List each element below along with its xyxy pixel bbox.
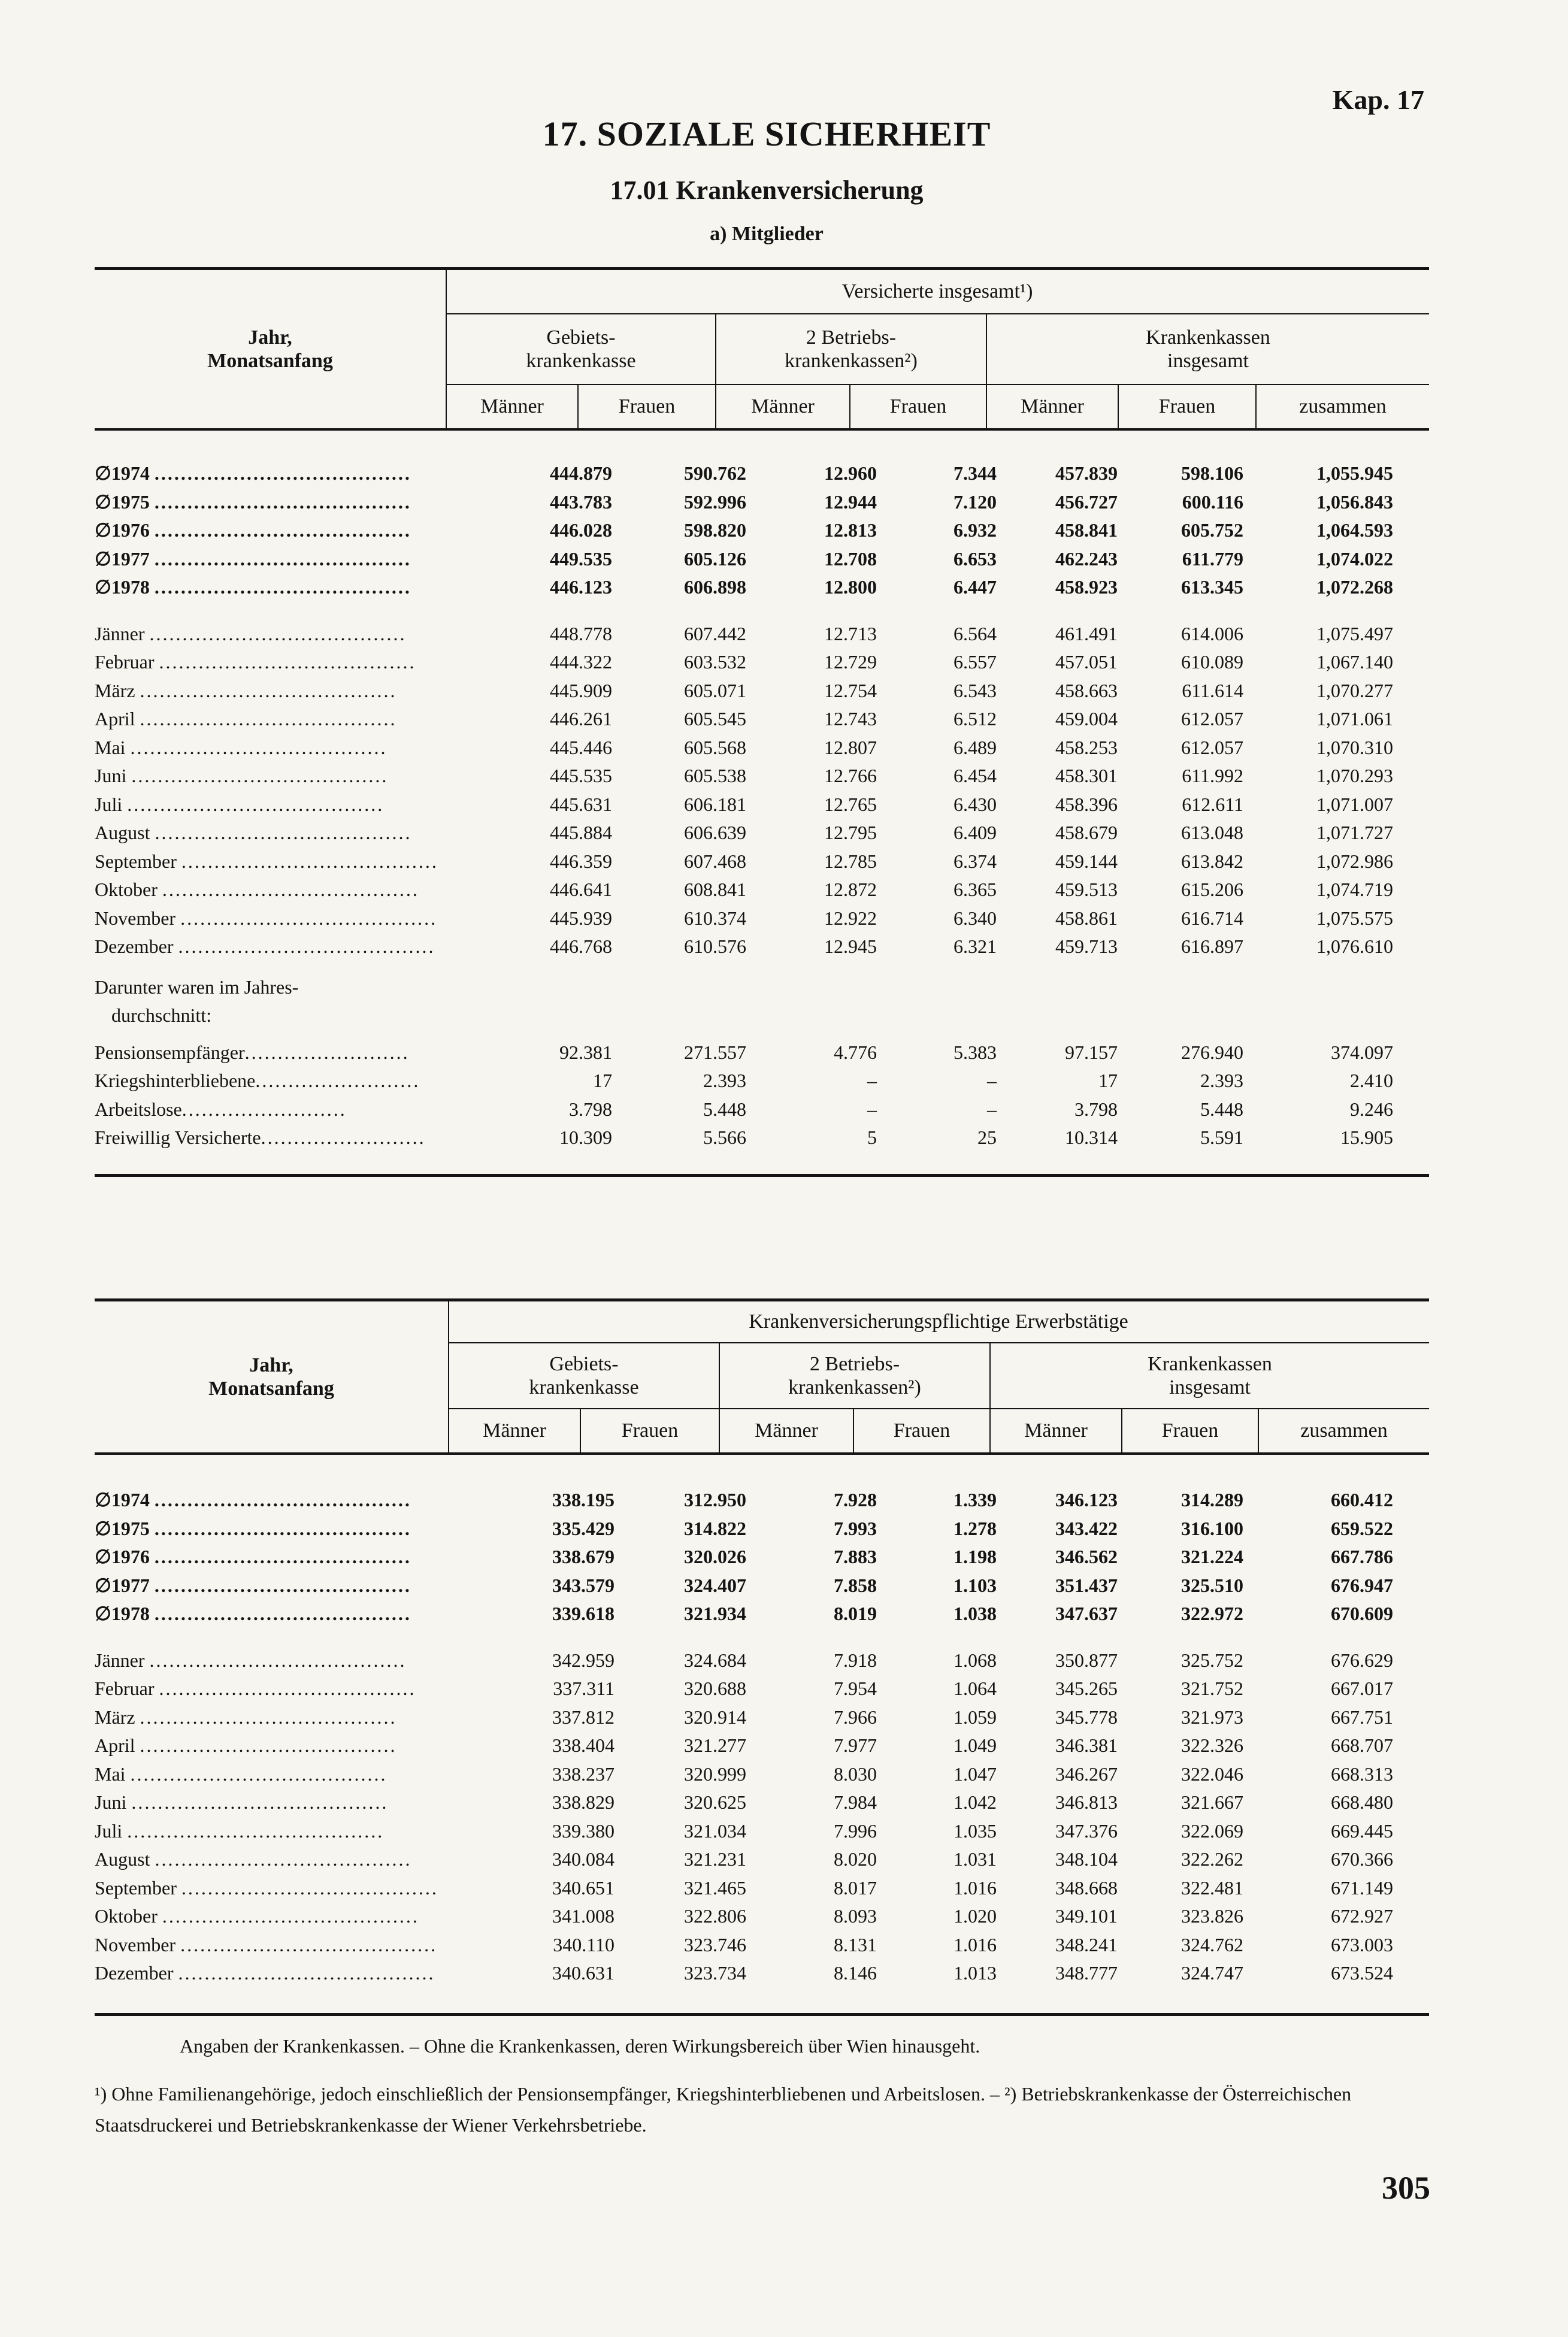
col-zusammen: zusammen: [1300, 1419, 1388, 1442]
row-label: Pensionsempfänger: [95, 1041, 245, 1063]
row-label: ∅1975: [95, 1517, 150, 1539]
col-frauen: Frauen: [1158, 395, 1216, 418]
table-row: ∅1974 ....................................... 338.195 312.950 7.928 1.339 346.123 314.289 660.412: [95, 1489, 1393, 1510]
table-row: April ....................................... 338.404 321.277 7.977 1.049 346.381 322.326 668.707: [95, 1734, 1393, 1756]
year-rows: [95, 459, 1429, 602]
table-erwerbstaetige: [95, 1298, 1429, 2016]
table-row: ∅1976 ....................................... 338.679 320.026 7.883 1.198 346.562 321.224 667.786: [95, 1546, 1393, 1567]
page-title: 17. SOZIALE SICHERHEIT: [542, 114, 991, 153]
table-body: [95, 431, 1429, 1177]
table-row: September ....................................... 446.359 607.468 12.785 6.374 459.144 613.842 1,072.986: [95, 850, 1393, 872]
table-body: [95, 1455, 1429, 2016]
chapter-label: Kap. 17: [1332, 84, 1424, 115]
source-note: Angaben der Krankenkassen. – Ohne die Krankenkassen, deren Wirkungsbereich über Wien hinausgeht.: [180, 2035, 980, 2057]
extra-rows: [95, 1039, 1429, 1152]
row-label: ∅1975: [95, 491, 150, 513]
row-label: Jänner: [95, 622, 145, 644]
row-label: ∅1978: [95, 1603, 150, 1624]
row-label: Arbeitslose: [95, 1098, 182, 1120]
table-row: August ....................................... 340.084 321.231 8.020 1.031 348.104 322.262 670.366: [95, 1848, 1393, 1870]
row-label: ∅1974: [95, 462, 150, 484]
table-row: ∅1977 ....................................... 343.579 324.407 7.858 1.103 351.437 325.510 676.947: [95, 1574, 1393, 1596]
table-header: [95, 1301, 1429, 1455]
col-maenner: Männer: [755, 1419, 818, 1442]
table-row: ∅1978 ....................................... 446.123 606.898 12.800 6.447 458.923 613.345 1,072.268: [95, 576, 1393, 598]
table-row: Arbeitslose......................... 3.798 5.448 – – 3.798 5.448 9.246: [95, 1098, 1393, 1120]
year-rows: [95, 1486, 1429, 1628]
col-maenner: Männer: [1021, 395, 1084, 418]
table-row: ∅1975 ....................................... 443.783 592.996 12.944 7.120 456.727 600.116 1,056.843: [95, 491, 1393, 513]
row-label: ∅1977: [95, 1574, 150, 1596]
table-row: Juni ....................................... 445.535 605.538 12.766 6.454 458.301 611.992 1,070.293: [95, 765, 1393, 786]
col-frauen: Frauen: [618, 395, 676, 418]
col-frauen: Frauen: [893, 1419, 951, 1442]
table-row: November ....................................... 340.110 323.746 8.131 1.016 348.241 324.762 673.003: [95, 1933, 1393, 1955]
row-label: November: [95, 1933, 176, 1955]
table-row: November ....................................... 445.939 610.374 12.922 6.340 458.861 616.714 1,075.575: [95, 907, 1393, 929]
row-label: Juni: [95, 1791, 127, 1813]
table-row: Juli ....................................... 339.380 321.034 7.996 1.035 347.376 322.069 669.445: [95, 1820, 1393, 1842]
table-row: August ....................................... 445.884 606.639 12.795 6.409 458.679 613.048 1,071.727: [95, 822, 1393, 843]
footnote: ¹) Ohne Familienangehörige, jedoch einschließlich der Pensionsempfänger, Kriegshinterbliebenen und Arbeitslosen. – ²) Betriebskrankenkasse der Österreichischen Staatsdruckerei und Betriebskrankenkasse der Wiener Verkehrsbetriebe.: [95, 2083, 1352, 2136]
table-row: März ....................................... 337.812 320.914 7.966 1.059 345.778 321.973 667.751: [95, 1706, 1393, 1728]
table-row: Februar ....................................... 337.311 320.688 7.954 1.064 345.265 321.752 667.017: [95, 1678, 1393, 1699]
row-label: Jänner: [95, 1649, 145, 1671]
row-label: Dezember: [95, 1962, 174, 1984]
col-maenner: Männer: [751, 395, 815, 418]
row-label: ∅1976: [95, 519, 150, 541]
col-frauen: Frauen: [889, 395, 947, 418]
table-row: Mai ....................................... 445.446 605.568 12.807 6.489 458.253 612.057 1,070.310: [95, 736, 1393, 758]
table-row: ∅1977 ....................................... 449.535 605.126 12.708 6.653 462.243 611.779 1,074.022: [95, 547, 1393, 570]
row-label: ∅1974: [95, 1489, 150, 1510]
table-versicherte: [95, 267, 1429, 1177]
table-header: [95, 270, 1429, 431]
section-title: a) Mitglieder: [710, 223, 824, 245]
col-zusammen: zusammen: [1299, 395, 1387, 418]
stub-header: Jahr, Monatsanfang: [207, 326, 333, 372]
table-row: Oktober ....................................... 446.641 608.841 12.872 6.365 459.513 615.206 1,074.719: [95, 879, 1393, 900]
darunter-label: Darunter waren im Jahres-: [95, 976, 299, 998]
table-row: April ....................................... 446.261 605.545 12.743 6.512 459.004 612.057 1,071.061: [95, 708, 1393, 729]
row-label: Februar: [95, 651, 155, 673]
col-maenner: Männer: [483, 1419, 546, 1442]
table-row: Kriegshinterbliebene......................... 17 2.393 – – 17 2.393 2.410: [95, 1070, 1393, 1091]
stub-header: Jahr, Monatsanfang: [208, 1354, 334, 1400]
table-row: Pensionsempfänger......................... 92.381 271.557 4.776 5.383 97.157 276.940 374.097: [95, 1041, 1393, 1063]
col-frauen: Frauen: [621, 1419, 679, 1442]
subgroup-insgesamt: Krankenkassen insgesamt: [1146, 326, 1270, 372]
subgroup-betriebs: 2 Betriebs- krankenkassen²): [788, 1352, 921, 1398]
table-row: Freiwillig Versicherte......................... 10.309 5.566 5 25 10.314 5.591 15.905: [95, 1127, 1393, 1148]
subgroup-betriebs: 2 Betriebs- krankenkassen²): [785, 326, 918, 372]
month-rows: [95, 1646, 1429, 1988]
table-row: September ....................................... 340.651 321.465 8.017 1.016 348.668 322.481 671.149: [95, 1876, 1393, 1899]
row-label: August: [95, 822, 150, 843]
row-label: Juni: [95, 765, 127, 786]
row-label: Mai: [95, 736, 126, 758]
table-row: ∅1976 ....................................... 446.028 598.820 12.813 6.932 458.841 605.752 1,064.593: [95, 519, 1393, 541]
row-label: April: [95, 1734, 135, 1756]
row-label: Juli: [95, 1820, 123, 1842]
subgroup-gebiets: Gebiets- krankenkasse: [529, 1352, 639, 1398]
table-row: ∅1974 ....................................... 444.879 590.762 12.960 7.344 457.839 598.106 1,055.945: [95, 462, 1393, 484]
row-label: Freiwillig Versicherte: [95, 1127, 261, 1148]
row-label: September: [95, 850, 177, 872]
row-label: Kriegshinterbliebene: [95, 1070, 256, 1091]
col-maenner: Männer: [1024, 1419, 1088, 1442]
row-label: ∅1976: [95, 1546, 150, 1567]
table-row: Februar ....................................... 444.322 603.532 12.729 6.557 457.051 610.089 1,067.140: [95, 651, 1393, 673]
group-header: Krankenversicherungspflichtige Erwerbstätige: [749, 1310, 1128, 1333]
row-label: Mai: [95, 1763, 126, 1785]
group-header: Versicherte insgesamt¹): [841, 280, 1033, 303]
table-row: Dezember ....................................... 340.631 323.734 8.146 1.013 348.777 324.747 673.524: [95, 1962, 1393, 1984]
table-row: ∅1975 ....................................... 335.429 314.822 7.993 1.278 343.422 316.100 659.522: [95, 1517, 1393, 1539]
col-maenner: Männer: [480, 395, 544, 418]
row-label: Februar: [95, 1678, 155, 1699]
row-label: Juli: [95, 793, 123, 815]
row-label: März: [95, 679, 135, 701]
page-subtitle: 17.01 Krankenversicherung: [610, 175, 924, 205]
row-label: September: [95, 1876, 177, 1899]
row-label: Oktober: [95, 879, 158, 900]
row-label: ∅1977: [95, 547, 150, 570]
table-row: Jänner ....................................... 342.959 324.684 7.918 1.068 350.877 325.752 676.629: [95, 1649, 1393, 1671]
table-row: Juli ....................................... 445.631 606.181 12.765 6.430 458.396 612.611 1,071.007: [95, 793, 1393, 815]
table-bottom-rule: [95, 1174, 1429, 1177]
page-number: 305: [1382, 2170, 1430, 2206]
subgroup-insgesamt: Krankenkassen insgesamt: [1148, 1352, 1272, 1398]
table-row: ∅1978 ....................................... 339.618 321.934 8.019 1.038 347.637 322.972 670.609: [95, 1603, 1393, 1624]
table-row: Jänner ....................................... 448.778 607.442 12.713 6.564 461.491 614.006 1,075.497: [95, 622, 1393, 644]
row-label: ∅1978: [95, 576, 150, 598]
row-label: April: [95, 708, 135, 729]
row-label: November: [95, 907, 176, 929]
row-label: Oktober: [95, 1905, 158, 1927]
table-row: Juni ....................................... 338.829 320.625 7.984 1.042 346.813 321.667 668.480: [95, 1791, 1393, 1813]
table-row: Dezember ....................................... 446.768 610.576 12.945 6.321 459.713 616.897 1,076.610: [95, 936, 1393, 957]
table-row: März ....................................... 445.909 605.071 12.754 6.543 458.663 611.614 1,070.277: [95, 679, 1393, 701]
row-label: März: [95, 1706, 135, 1728]
subgroup-gebiets: Gebiets- krankenkasse: [526, 326, 636, 372]
table-row: Mai ....................................... 338.237 320.999 8.030 1.047 346.267 322.046 668.313: [95, 1763, 1393, 1785]
row-label: Dezember: [95, 936, 174, 957]
table-row: Oktober ....................................... 341.008 322.806 8.093 1.020 349.101 323.826 672.927: [95, 1905, 1393, 1927]
row-label: August: [95, 1848, 150, 1870]
darunter-label-cont: durchschnitt:: [111, 1004, 212, 1026]
month-rows: [95, 620, 1429, 961]
table-bottom-rule: [95, 2013, 1429, 2016]
col-frauen: Frauen: [1161, 1419, 1219, 1442]
